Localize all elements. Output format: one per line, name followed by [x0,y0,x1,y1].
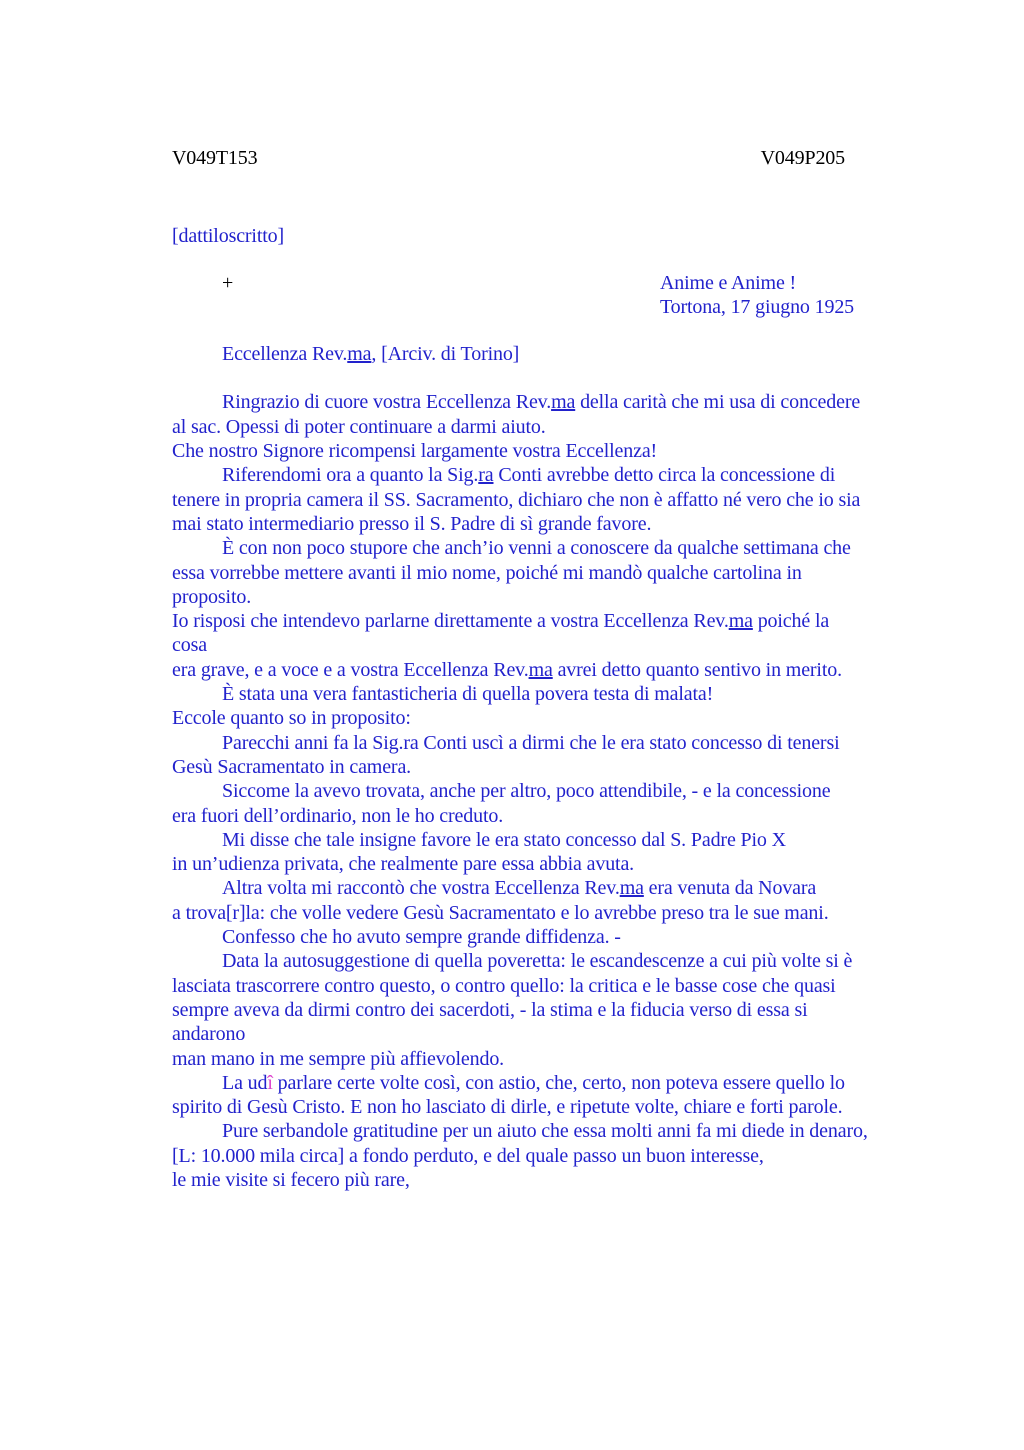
body-line: Che nostro Signore ricompensi largamente vostra Eccellenza! [172,440,658,463]
highlighted-char: î [267,1071,273,1094]
body-line: andarono [172,1023,246,1046]
underlined-abbreviation: ma [528,658,553,681]
underlined-abbreviation: ma [347,343,372,366]
body-line: le mie visite si fecero più rare, [172,1168,410,1191]
letter-content [172,0,890,1192]
body-line: lasciata trascorrere contro questo, o contro quello: la critica e le basse cose che quasi [172,974,836,997]
motto-block [660,271,854,320]
cross-mark: + [222,271,234,294]
body-line: La udî parlare certe volte così, con astio, che, certo, non poteva essere quello lo [222,1071,845,1094]
underlined-abbreviation: ra [478,464,494,487]
body-line: [L: 10.000 mila circa] a fondo perduto, e del quale passo un buon interesse, [172,1144,764,1167]
body-line: È stata una vera fantasticheria di quella povera testa di malata! [222,683,714,706]
body-line: È con non poco stupore che anch’io venni a conoscere da qualche settimana che [222,537,851,560]
body-line: spirito di Gesù Cristo. E non ho lasciato di dirle, e ripetute volte, chiare e forti parole. [172,1096,843,1119]
catalog-code-right: V049P205 [760,147,845,169]
body-line: proposito. [172,585,252,608]
body-line: Eccole quanto so in proposito: [172,707,411,730]
catalog-header [172,146,890,170]
salutation: Eccellenza Rev.ma, [Arciv. di Torino] [222,343,520,366]
typescript-annotation: [dattiloscritto] [172,225,285,248]
underlined-abbreviation: ma [551,391,576,414]
body-line: essa vorrebbe mettere avanti il mio nome, poiché mi mandò qualche cartolina in [172,561,802,584]
body-line: Riferendomi ora a quanto la Sig.ra Conti avrebbe detto circa la concessione di [222,464,836,487]
body-line: Altra volta mi raccontò che vostra Eccellenza Rev.ma era venuta da Novara [222,877,817,900]
catalog-code-left: V049T153 [172,147,258,169]
body-line: Ringrazio di cuore vostra Eccellenza Rev.ma della carità che mi usa di concedere [222,391,861,414]
body-line: a trova[r]la: che volle vedere Gesù Sacramentato e lo avrebbe preso tra le sue mani. [172,901,829,924]
body-line: Siccome la avevo trovata, anche per altro, poco attendibile, - e la concessione [222,780,831,803]
motto-text: Anime e Anime ! [660,271,797,294]
body-line: era fuori dell’ordinario, non le ho creduto. [172,804,504,827]
body-line: Gesù Sacramentato in camera. [172,755,412,778]
body-line: era grave, e a voce e a vostra Eccellenza Rev.ma avrei detto quanto sentivo in merito. [172,658,842,681]
cross-motto-row [172,271,890,320]
body-line: sempre aveva da dirmi contro dei sacerdoti, - la stima e la fiducia verso di essa si [172,998,808,1021]
body-line: man mano in me sempre più affievolendo. [172,1047,505,1070]
body-line: Confesso che ho avuto sempre grande diffidenza. - [222,926,621,949]
body-lines [172,390,890,1192]
body-line: mai stato intermediario presso il S. Padre di sì grande favore. [172,512,652,535]
underlined-abbreviation: ma [728,610,753,633]
body-line: Data la autosuggestione di quella poveretta: le escandescenze a cui più volte si è [222,950,853,973]
body-line: Pure serbandole gratitudine per un aiuto che essa molti anni fa mi diede in denaro, [222,1120,868,1143]
underlined-abbreviation: ma [619,877,644,900]
body-line: tenere in propria camera il SS. Sacramento, dichiaro che non è affatto né vero che io sia [172,488,861,511]
body-line: in un’udienza privata, che realmente pare essa abbia avuta. [172,853,635,876]
body-line: Io risposi che intendevo parlarne direttamente a vostra Eccellenza Rev.ma poiché la [172,610,830,633]
body-line: Parecchi anni fa la Sig.ra Conti uscì a dirmi che le era stato concesso di tenersi [222,731,840,754]
body-line: Mi disse che tale insigne favore le era stato concesso dal S. Padre Pio X [222,828,786,851]
body-line: cosa [172,634,207,657]
body-line: al sac. Opessi di poter continuare a darmi aiuto. [172,415,546,438]
dateline: Tortona, 17 giugno 1925 [660,295,855,318]
